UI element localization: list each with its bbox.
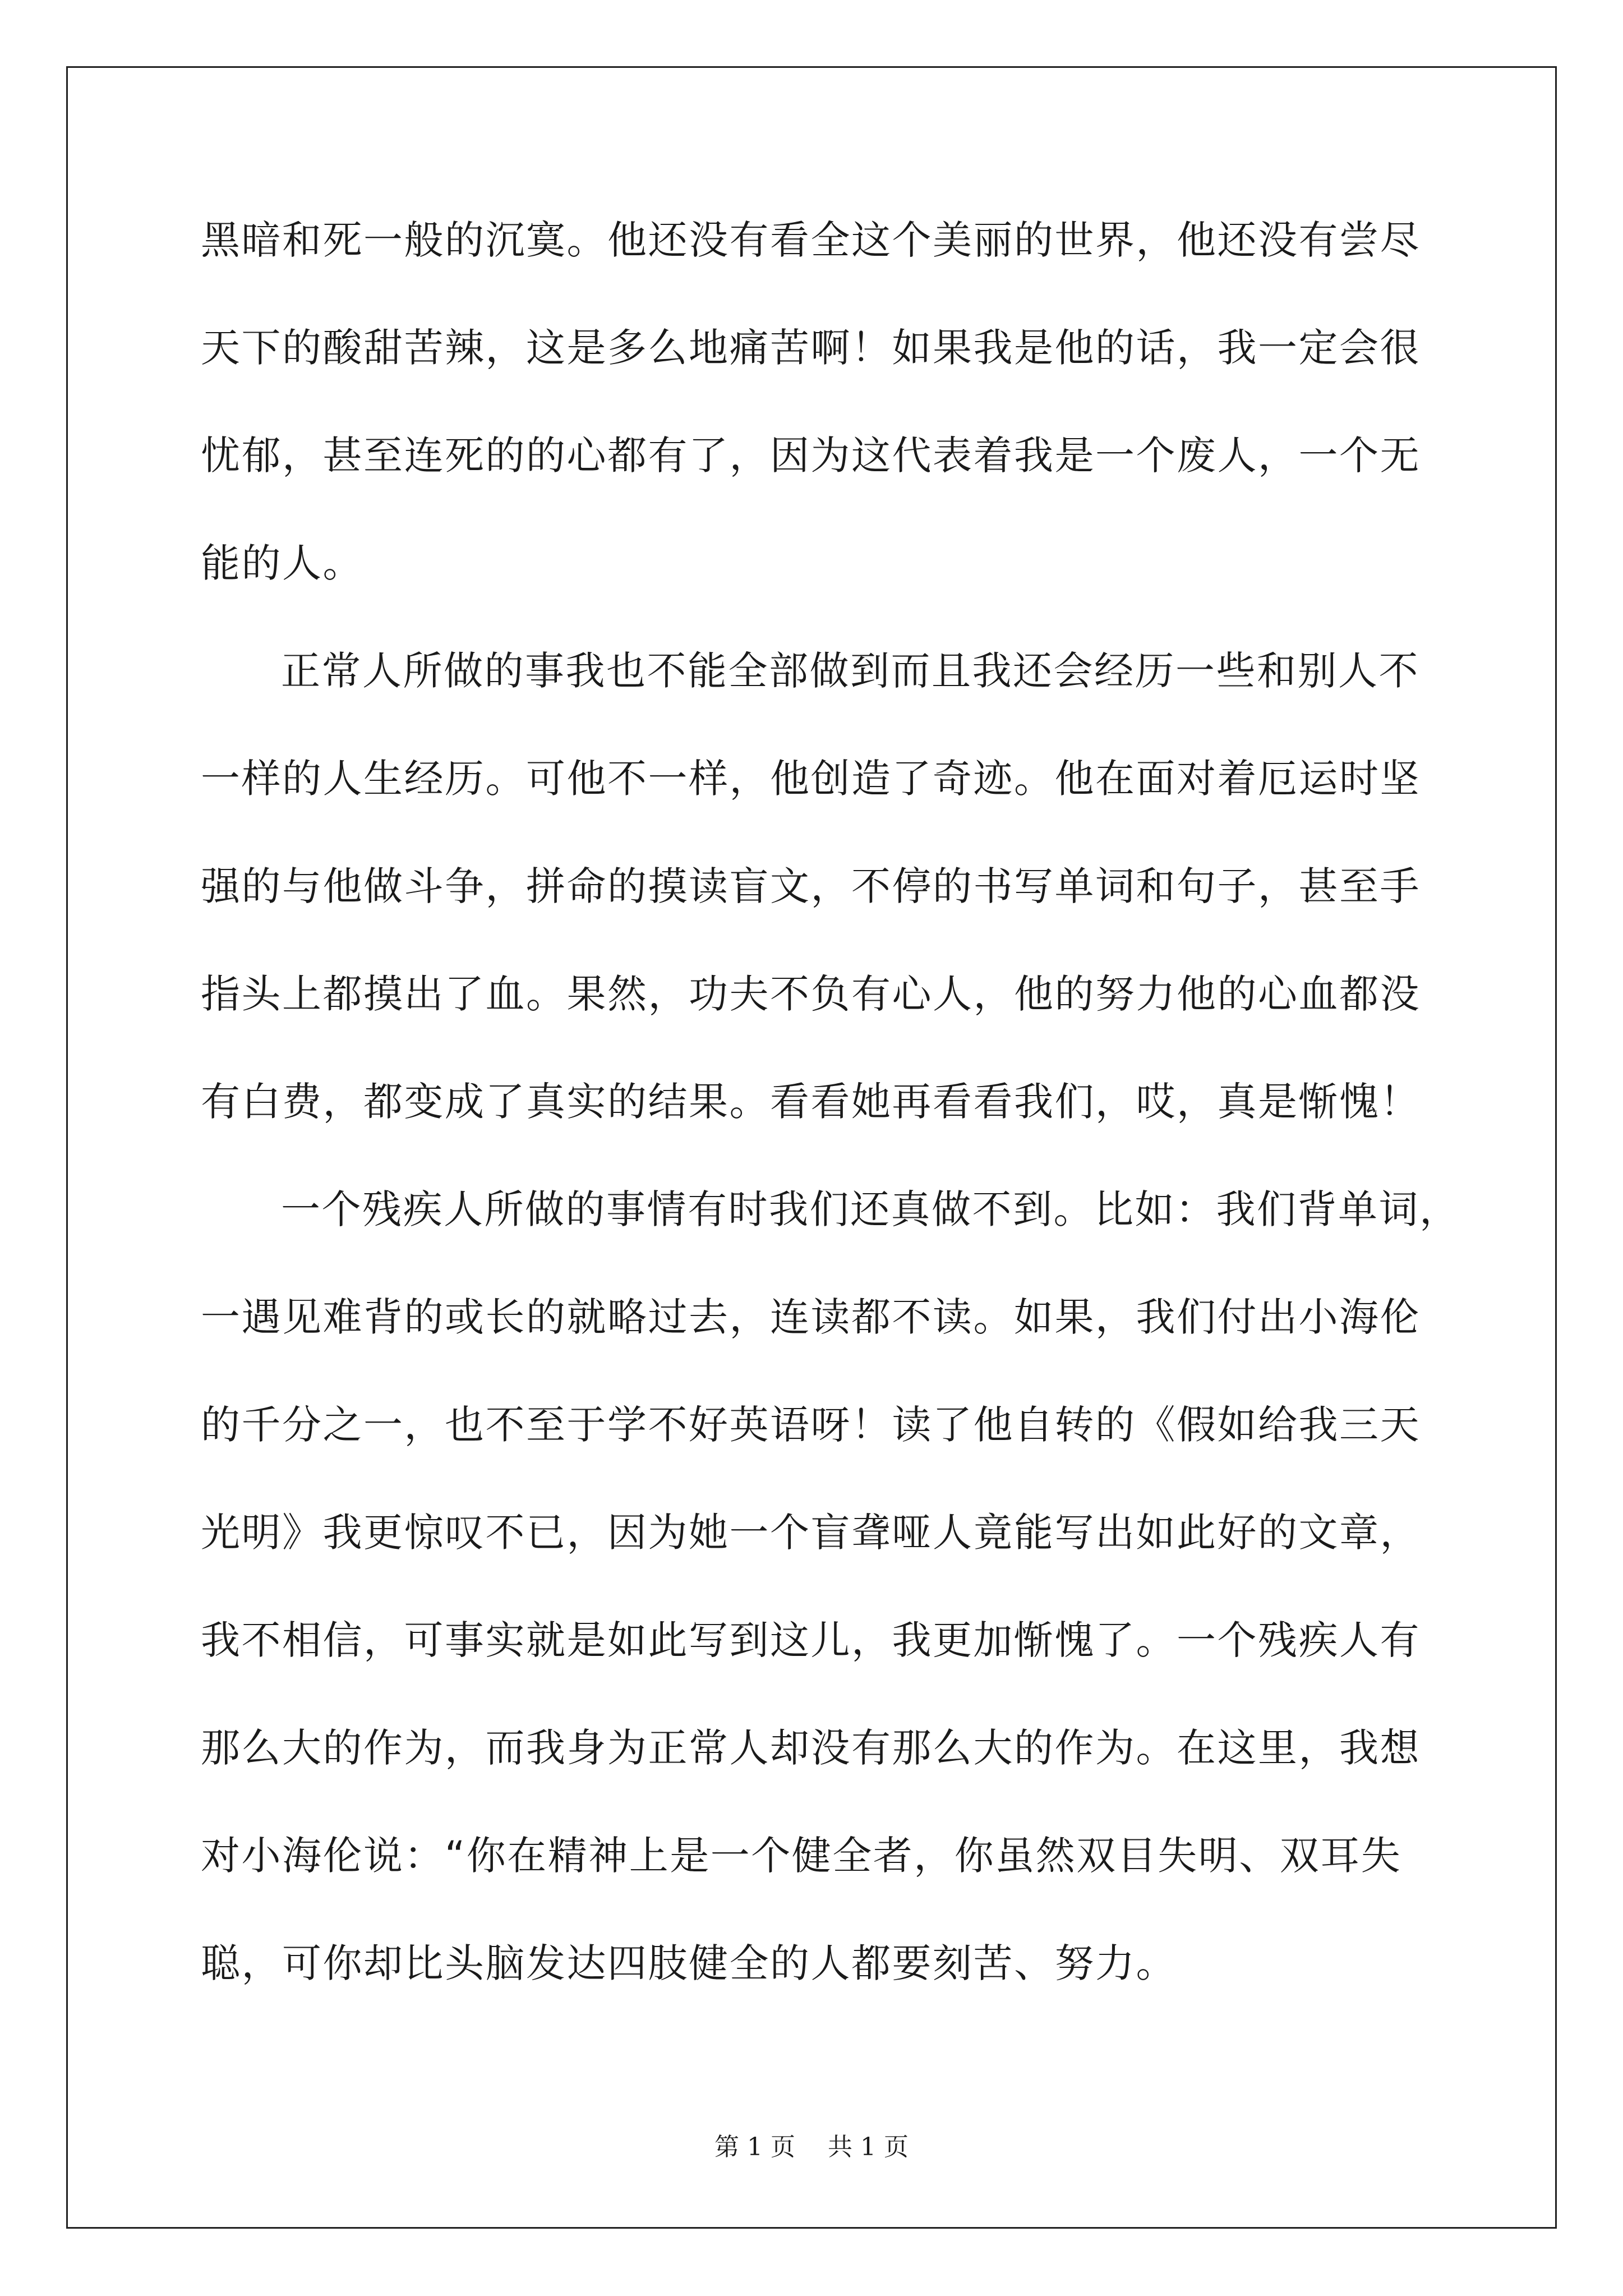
text-line: 的千分之一，也不至于学不好英语呀！读了他自转的《假如给我三天 (201, 1402, 1421, 1448)
text-line: 我不相信，可事实就是如此写到这儿，我更加惭愧了。一个残疾人有 (201, 1617, 1421, 1663)
text-line: 能的人。 (201, 540, 363, 586)
text-line: 有白费，都变成了真实的结果。看看她再看看我们，哎，真是惭愧！ (201, 1079, 1421, 1125)
text-line: 一遇见难背的或长的就略过去，连读都不读。如果，我们付出小海伦 (201, 1294, 1421, 1340)
text-line: 忧郁，甚至连死的的心都有了，因为这代表着我是一个废人，一个无 (201, 432, 1421, 478)
paragraph (201, 637, 1435, 1176)
page-number: 第 1 页 共 1 页 (714, 2133, 909, 2161)
text-line: 对小海伦说：“你在精神上是一个健全者，你虽然双目失明、双耳失 (201, 1833, 1402, 1879)
text-line: 光明》我更惊叹不已，因为她一个盲聋哑人竟能写出如此好的文章， (201, 1510, 1421, 1556)
text-line: 聪，可你却比头脑发达四肢健全的人都要刻苦、努力。 (201, 1940, 1177, 1986)
text-line: 黑暗和死一般的沉寞。他还没有看全这个美丽的世界，他还没有尝尽 (201, 217, 1421, 263)
text-line: 强的与他做斗争，拼命的摸读盲文，不停的书写单词和句子，甚至手 (201, 863, 1421, 909)
paragraph (201, 206, 1435, 637)
text-line: 一样的人生经历。可他不一样，他创造了奇迹。他在面对着厄运时坚 (201, 756, 1421, 802)
text-line: 指头上都摸出了血。果然，功夫不负有心人，他的努力他的心血都没 (201, 971, 1421, 1017)
text-line: 一个残疾人所做的事情有时我们还真做不到。比如：我们背单词， (281, 1186, 1460, 1232)
text-line: 正常人所做的事我也不能全部做到而且我还会经历一些和别人不 (281, 648, 1419, 694)
text-line: 天下的酸甜苦辣，这是多么地痛苦啊！如果我是他的话，我一定会很 (201, 325, 1421, 371)
text-line: 那么大的作为，而我身为正常人却没有那么大的作为。在这里，我想 (201, 1725, 1421, 1771)
paragraph (201, 1176, 1460, 2037)
document-body (201, 206, 1460, 2037)
